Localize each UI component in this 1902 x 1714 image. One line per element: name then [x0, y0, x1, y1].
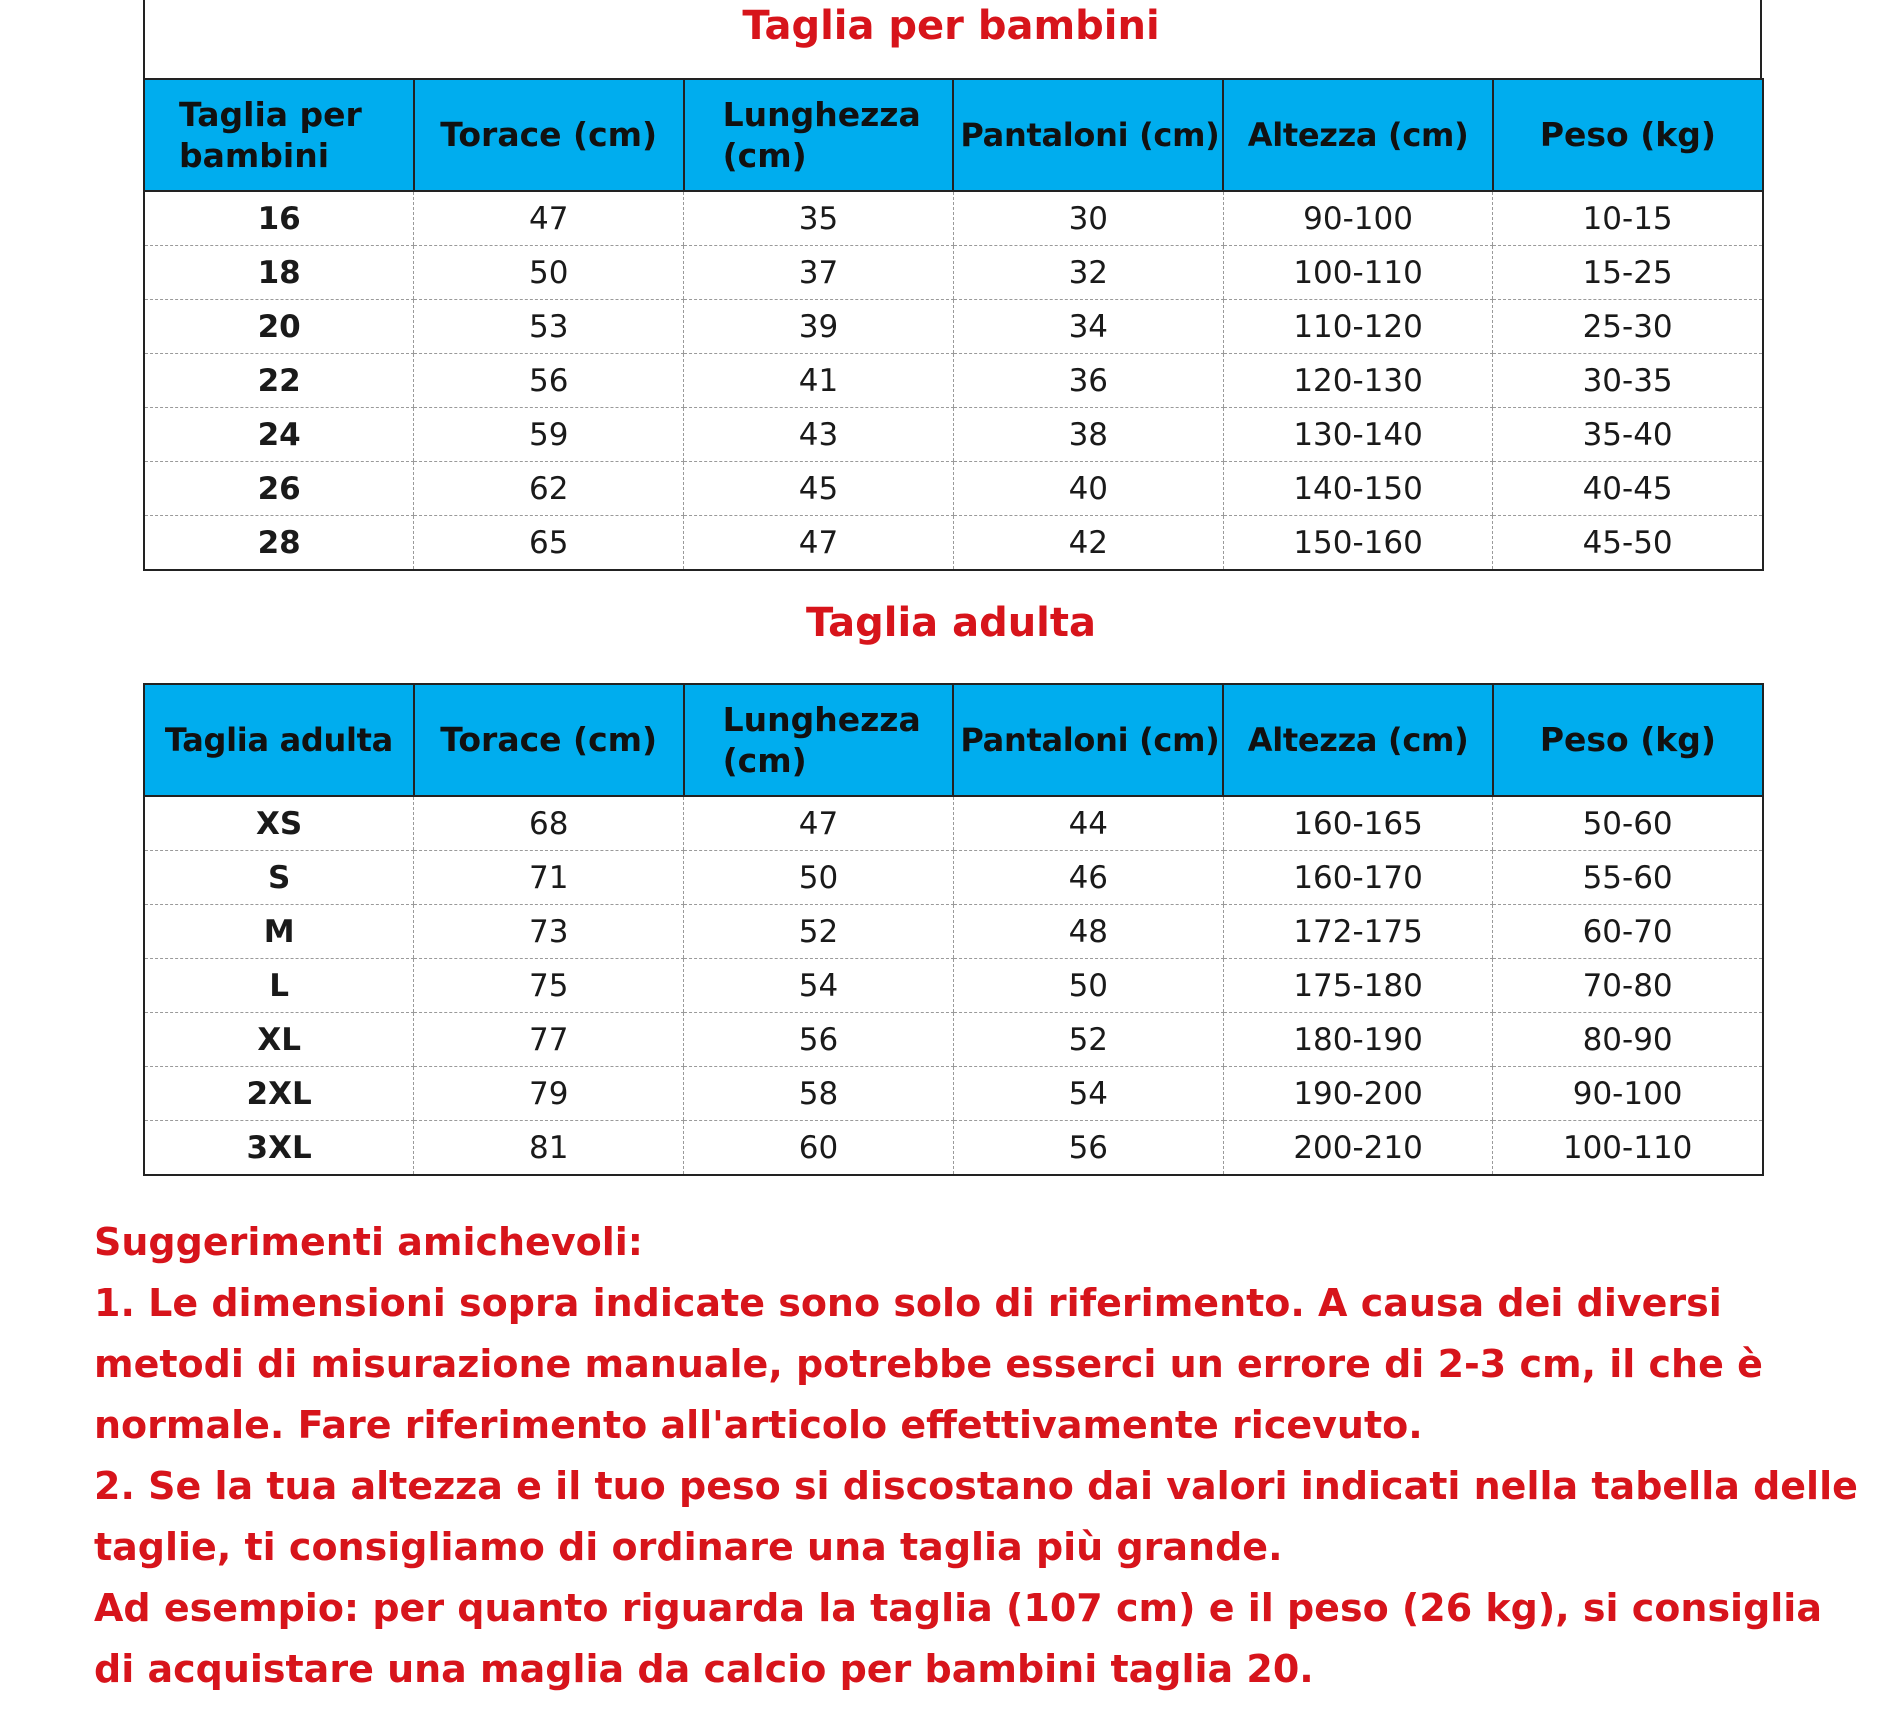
value-cell: 160-170 — [1223, 851, 1493, 905]
tips-line-3: Ad esempio: per quanto riguarda la taglia (107 cm) e il peso (26 kg), si consiglia di acquistare una maglia da calcio per bambini taglia 20. — [94, 1586, 1822, 1691]
table-row — [144, 191, 1763, 246]
value-cell: 15-25 — [1493, 246, 1763, 300]
value-cell: 59 — [414, 408, 684, 462]
value-cell: 81 — [414, 1121, 684, 1176]
size-cell: S — [144, 851, 414, 905]
size-cell: 2XL — [144, 1067, 414, 1121]
size-cell: 20 — [144, 300, 414, 354]
size-cell: 26 — [144, 462, 414, 516]
value-cell: 58 — [684, 1067, 954, 1121]
table-row — [144, 246, 1763, 300]
kids-header-pants: Pantaloni (cm) — [953, 79, 1223, 191]
value-cell: 35 — [684, 191, 954, 246]
size-cell: 22 — [144, 354, 414, 408]
adult-header-row — [144, 684, 1763, 796]
value-cell: 52 — [953, 1013, 1223, 1067]
value-cell: 60 — [684, 1121, 954, 1176]
value-cell: 50 — [414, 246, 684, 300]
size-cell: L — [144, 959, 414, 1013]
kids-header-chest: Torace (cm) — [414, 79, 684, 191]
value-cell: 130-140 — [1223, 408, 1493, 462]
value-cell: 175-180 — [1223, 959, 1493, 1013]
value-cell: 38 — [953, 408, 1223, 462]
value-cell: 25-30 — [1493, 300, 1763, 354]
value-cell: 40 — [953, 462, 1223, 516]
size-cell: 28 — [257, 524, 301, 561]
table-row — [144, 796, 1763, 851]
value-cell: 75 — [414, 959, 684, 1013]
size-cell: XS — [144, 796, 414, 851]
value-cell: 40-45 — [1493, 462, 1763, 516]
value-cell: 180-190 — [1223, 1013, 1493, 1067]
kids-table-body — [144, 191, 1763, 570]
value-cell: 37 — [684, 246, 954, 300]
table-row — [144, 462, 1763, 516]
kids-header-length: Lunghezza (cm) — [684, 79, 954, 191]
value-cell: 150-160 — [1223, 516, 1493, 571]
size-cell: 24 — [144, 408, 414, 462]
table-row — [144, 1067, 1763, 1121]
size-cell: 18 — [144, 246, 414, 300]
value-cell: 54 — [953, 1067, 1223, 1121]
kids-header-size: Taglia per bambini — [144, 79, 414, 191]
value-cell: 47 — [684, 516, 954, 571]
adult-header-height: Altezza (cm) — [1223, 684, 1493, 796]
value-cell: 41 — [684, 354, 954, 408]
value-cell: 54 — [684, 959, 954, 1013]
tips-line-2: 2. Se la tua altezza e il tuo peso si discostano dai valori indicati nella tabella delle taglie, ti consigliamo di ordinare una taglia più grande. — [94, 1464, 1858, 1569]
value-cell: 34 — [953, 300, 1223, 354]
value-cell: 46 — [953, 851, 1223, 905]
value-cell: 120-130 — [1223, 354, 1493, 408]
value-cell: 62 — [414, 462, 684, 516]
value-cell: 50 — [684, 851, 954, 905]
size-cell: XL — [144, 1013, 414, 1067]
table-row — [144, 516, 1763, 571]
value-cell: 60-70 — [1493, 905, 1763, 959]
value-cell: 50 — [953, 959, 1223, 1013]
kids-header-height: Altezza (cm) — [1223, 79, 1493, 191]
value-cell: 140-150 — [1223, 462, 1493, 516]
value-cell: 32 — [953, 246, 1223, 300]
value-cell: 50-60 — [1493, 796, 1763, 851]
table-row — [144, 1013, 1763, 1067]
adult-size-title: Taglia adulta — [805, 600, 1097, 646]
adult-header-pants: Pantaloni (cm) — [953, 684, 1223, 796]
value-cell: 71 — [414, 851, 684, 905]
table-row — [144, 300, 1763, 354]
size-cell: 3XL — [246, 1129, 312, 1166]
value-cell: 35-40 — [1493, 408, 1763, 462]
value-cell: 47 — [414, 191, 684, 246]
size-cell: 16 — [144, 191, 414, 246]
value-cell: 45 — [684, 462, 954, 516]
value-cell: 36 — [953, 354, 1223, 408]
kids-size-title: Taglia per bambini — [742, 3, 1160, 49]
table-row — [144, 851, 1763, 905]
table-row — [144, 1121, 1763, 1176]
kids-header-weight: Peso (kg) — [1493, 79, 1763, 191]
value-cell: 30 — [953, 191, 1223, 246]
adult-header-size: Taglia adulta — [144, 684, 414, 796]
table-row — [144, 408, 1763, 462]
value-cell: 80-90 — [1493, 1013, 1763, 1067]
table-row — [144, 959, 1763, 1013]
value-cell: 73 — [414, 905, 684, 959]
value-cell: 52 — [684, 905, 954, 959]
value-cell: 56 — [684, 1013, 954, 1067]
value-cell: 100-110 — [1493, 1121, 1763, 1176]
value-cell: 90-100 — [1493, 1067, 1763, 1121]
value-cell: 90-100 — [1223, 191, 1493, 246]
value-cell: 10-15 — [1493, 191, 1763, 246]
value-cell: 47 — [684, 796, 954, 851]
size-cell: M — [144, 905, 414, 959]
value-cell: 42 — [953, 516, 1223, 571]
value-cell: 53 — [414, 300, 684, 354]
adult-header-chest: Torace (cm) — [414, 684, 684, 796]
value-cell: 56 — [414, 354, 684, 408]
value-cell: 200-210 — [1223, 1121, 1493, 1176]
table-row — [144, 905, 1763, 959]
kids-header-row — [144, 79, 1763, 191]
value-cell: 48 — [953, 905, 1223, 959]
value-cell: 56 — [953, 1121, 1223, 1176]
value-cell: 172-175 — [1223, 905, 1493, 959]
value-cell: 100-110 — [1223, 246, 1493, 300]
friendly-tips — [94, 1212, 1874, 1700]
kids-size-table — [143, 78, 1764, 571]
tips-line-1: 1. Le dimensioni sopra indicate sono solo di riferimento. A causa dei diversi metodi di misurazione manuale, potrebbe esserci un errore di 2-3 cm, il che è normale. Fare riferimento all'articolo effettivamente ricevuto. — [94, 1281, 1763, 1447]
adult-header-weight: Peso (kg) — [1493, 684, 1763, 796]
tips-heading: Suggerimenti amichevoli: — [94, 1220, 643, 1264]
value-cell: 30-35 — [1493, 354, 1763, 408]
value-cell: 44 — [953, 796, 1223, 851]
value-cell: 70-80 — [1493, 959, 1763, 1013]
adult-header-length: Lunghezza (cm) — [684, 684, 954, 796]
adult-size-table — [143, 683, 1764, 1176]
value-cell: 65 — [414, 516, 684, 571]
value-cell: 77 — [414, 1013, 684, 1067]
value-cell: 110-120 — [1223, 300, 1493, 354]
value-cell: 43 — [684, 408, 954, 462]
value-cell: 45-50 — [1493, 516, 1763, 571]
value-cell: 55-60 — [1493, 851, 1763, 905]
value-cell: 160-165 — [1223, 796, 1493, 851]
value-cell: 190-200 — [1223, 1067, 1493, 1121]
value-cell: 79 — [414, 1067, 684, 1121]
adult-table-body — [144, 796, 1763, 1175]
table-row — [144, 354, 1763, 408]
value-cell: 39 — [684, 300, 954, 354]
value-cell: 68 — [414, 796, 684, 851]
